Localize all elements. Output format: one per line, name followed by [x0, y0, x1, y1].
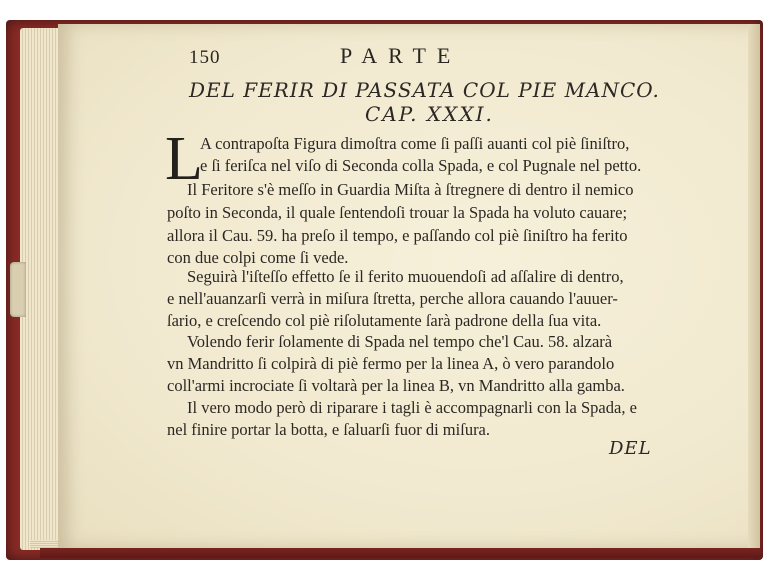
running-head: PARTE [340, 43, 462, 68]
catchword: DEL [609, 438, 652, 459]
text-line-4: poſto in Seconda, il quale ſentendoſi trouar la Spada ha voluto cauare; [167, 203, 628, 222]
text-line-1: A contrapoſta Figura dimoſtra come ſi paſſi auanti col piè ſiniſtro, [200, 134, 630, 153]
page-marker-tab [10, 262, 26, 317]
text-line-7: Seguirà l'iſteſſo effetto ſe il ferito muouendoſi ad aſſalire di dentro, [187, 267, 624, 286]
text-line-14: nel finire portar la botta, e ſaluarſi fuor di miſura. [167, 420, 491, 439]
text-line-8: e nell'auanzarſi verrà in miſura ſtretta, perche allora cauando l'auuer- [167, 289, 618, 308]
text-line-6: con due colpi come ſi vede. [167, 248, 349, 267]
text-line-10: Volendo ferir ſolamente di Spada nel tempo che'l Cau. 58. alzarà [187, 332, 613, 351]
cover-bottom-edge [40, 548, 760, 558]
chapter-number: CAP. XXXI. [365, 102, 494, 126]
text-line-13: Il vero modo però di riparare i tagli è accompagnarli con la Spada, e [187, 398, 637, 417]
text-line-3: Il Feritore s'è meſſo in Guardia Miſta à ſtregnere di dentro il nemico [187, 180, 634, 199]
page-right-edge [748, 24, 760, 548]
page-number: 150 [189, 47, 221, 68]
text-line-2: e ſi feriſca nel viſo di Seconda colla Spada, e col Pugnale nel petto. [200, 156, 642, 175]
text-line-11: vn Mandritto ſi colpirà di piè fermo per la linea A, ò vero parandolo [167, 354, 615, 373]
chapter-title: DEL FERIR DI PASSATA COL PIE MANCO. [189, 78, 660, 102]
drop-cap: L [165, 125, 203, 193]
text-line-5: allora il Cau. 59. ha preſo il tempo, e paſſando col piè ſiniſtro ha ferito [167, 226, 628, 245]
text-line-12: coll'armi incrociate ſi voltarà per la linea B, vn Mandritto alla gamba. [167, 376, 625, 395]
text-line-9: ſario, e creſcendo col piè riſolutamente ſarà padrone della ſua vita. [167, 311, 602, 330]
